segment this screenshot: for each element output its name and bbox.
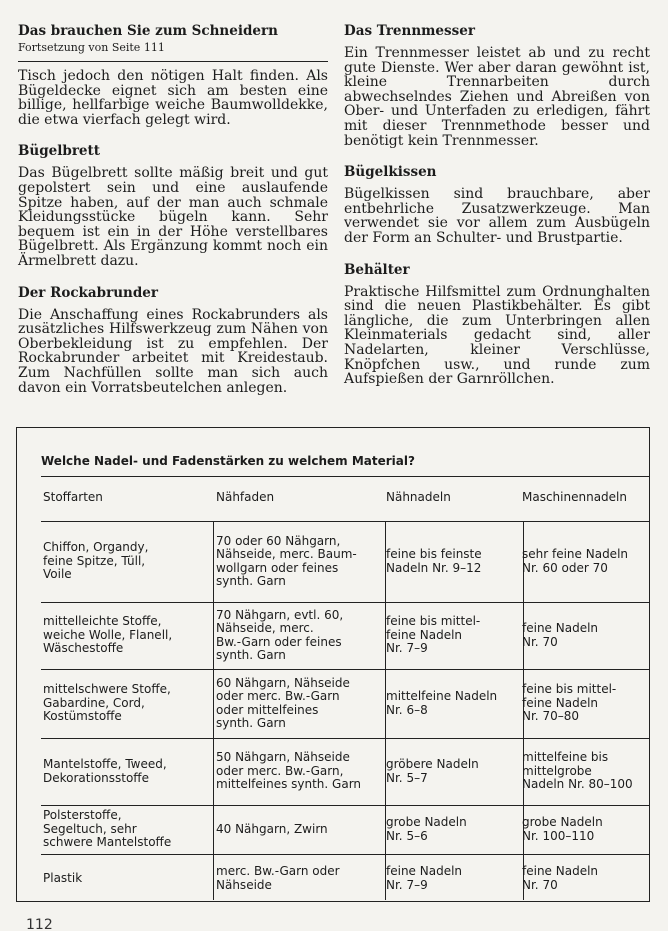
table-cell-stoffart: Polsterstoffe, Segeltuch, sehr schwere Mantelstoffe (43, 808, 172, 850)
table-cell-naehfaden: 60 Nähgarn, Nähseide oder merc. Bw.-Garn oder mittelfeines synth. Garn (216, 675, 350, 730)
section-heading-rockabrunder: Der Rockabrunder (18, 284, 158, 301)
column-header-naehnadeln: Nähnadeln (386, 490, 451, 504)
column-header-stoffart: Stoffarten (43, 490, 103, 504)
table-cell-naehnadeln: gröbere Nadeln Nr. 5–7 (386, 757, 479, 785)
column-divider (213, 521, 214, 900)
table-cell-stoffart: mittelschwere Stoffe, Gabardine, Cord, Kostümstoffe (43, 682, 171, 724)
column-header-naehfaden: Nähfaden (216, 490, 275, 504)
section-heading-trennmesser: Das Trennmesser (344, 23, 475, 39)
table-cell-naehfaden: merc. Bw.-Garn oder Nähseide (216, 864, 340, 892)
table-cell-maschinennadeln: feine Nadeln Nr. 70 (522, 621, 599, 649)
section-heading-buegelbrett: Bügelbrett (18, 143, 100, 160)
section-heading-behaelter: Behälter (344, 261, 410, 278)
intro-paragraph: Tisch jedoch den nötigen Halt finden. Als Bügeldecke eignet sich am besten eine billige, hellfarbige weiche Baumwolldekke, die etwa vierfach gelegt wird. (18, 68, 328, 128)
table-cell-maschinennadeln: feine Nadeln Nr. 70 (522, 864, 599, 892)
section-heading-buegelkissen: Bügelkissen (344, 164, 437, 181)
needle-thread-table (16, 427, 650, 902)
section-text-rockabrunder: Die Anschaffung eines Rockabrunders als zusätzliches Hilfswerkzeug zum Nähen von Oberbekleidung ist zu empfehlen. Der Rockabrunder arbeitet mit Kreidestaub. Zum Nachfüllen sollte man sich auch davon ein Vorratsbeutelchen anlegen. (18, 306, 328, 396)
table-cell-naehnadeln: feine bis feinste Nadeln Nr. 9–12 (386, 547, 482, 575)
column-header-maschinennadeln: Maschinennadeln (522, 490, 627, 504)
section-text-buegelbrett: Das Bügelbrett sollte mäßig breit und gut gepolstert sein und eine auslaufende Spitze haben, auf der man auch schmale Kleidungsstücke bügeln kann. Sehr bequem ist ein in der Höhe verstellbares Bügelbrett. Als Ergänzung kommt noch ein Ärmelbrett dazu. (18, 165, 328, 269)
section-text-buegelkissen: Bügelkissen sind brauchbare, aber entbehrliche Zusatzwerkzeuge. Man verwendet sie vor allem zum Ausbügeln der Form an Schulter- und Brustpartie. (344, 186, 650, 246)
table-cell-naehfaden: 40 Nähgarn, Zwirn (216, 821, 328, 836)
title-divider (41, 476, 649, 477)
table-cell-maschinennadeln: grobe Nadeln Nr. 100–110 (522, 815, 603, 843)
table-cell-maschinennadeln: feine bis mittel- feine Nadeln Nr. 70–80 (522, 682, 617, 724)
table-cell-stoffart: mittelleichte Stoffe, weiche Wolle, Flanell, Wäschestoffe (43, 614, 173, 656)
main-heading: Das brauchen Sie zum Schneidern (18, 23, 278, 39)
section-text-trennmesser: Ein Trennmesser leistet ab und zu recht gute Dienste. Wer aber daran gewöhnt ist, kleine Trennarbeiten durch abwechselndes Ziehen und Abreißen von Ober- und Unterfaden zu erledigen, fährt mit dieser Trennmethode besser und benötigt kein Trennmesser. (344, 45, 650, 149)
page-number: 112 (26, 917, 53, 931)
table-cell-naehnadeln: feine Nadeln Nr. 7–9 (386, 864, 463, 892)
table-title: Welche Nadel- und Fadenstärken zu welchem Material? (41, 454, 415, 468)
continuation-note: Fortsetzung von Seite 111 (18, 41, 165, 54)
section-text-behaelter: Praktische Hilfsmittel zum Ordnunghalten sind die neuen Plastikbehälter. Es gibt längliche, die zum Unterbringen allen Kleinmaterials gedacht sind, aller Nadelarten, kleiner Verschlüsse, Knöpfchen usw., und runde zum Aufspießen der Garnröllchen. (344, 283, 650, 388)
table-cell-stoffart: Mantelstoffe, Tweed, Dekorationsstoffe (43, 757, 167, 785)
table-cell-naehfaden: 70 Nähgarn, evtl. 60, Nähseide, merc. Bw.-Garn oder feines synth. Garn (216, 607, 344, 662)
table-cell-maschinennadeln: mittelfeine bis mittelgrobe Nadeln Nr. 80–100 (522, 750, 633, 792)
heading-rule (18, 61, 328, 62)
table-cell-stoffart: Chiffon, Organdy, feine Spitze, Tüll, Voile (43, 540, 149, 582)
table-cell-naehnadeln: mittelfeine Nadeln Nr. 6–8 (386, 689, 498, 717)
table-cell-naehnadeln: grobe Nadeln Nr. 5–6 (386, 815, 467, 843)
table-cell-maschinennadeln: sehr feine Nadeln Nr. 60 oder 70 (522, 547, 629, 575)
table-cell-naehnadeln: feine bis mittel- feine Nadeln Nr. 7–9 (386, 614, 481, 656)
table-cell-stoffart: Plastik (43, 870, 83, 885)
left-column (18, 22, 328, 395)
table-cell-naehfaden: 50 Nähgarn, Nähseide oder merc. Bw.-Garn, mittelfeines synth. Garn (216, 750, 362, 792)
right-column (344, 22, 650, 387)
table-cell-naehfaden: 70 oder 60 Nähgarn, Nähseide, merc. Baum- wollgarn oder feines synth. Garn (216, 533, 357, 588)
